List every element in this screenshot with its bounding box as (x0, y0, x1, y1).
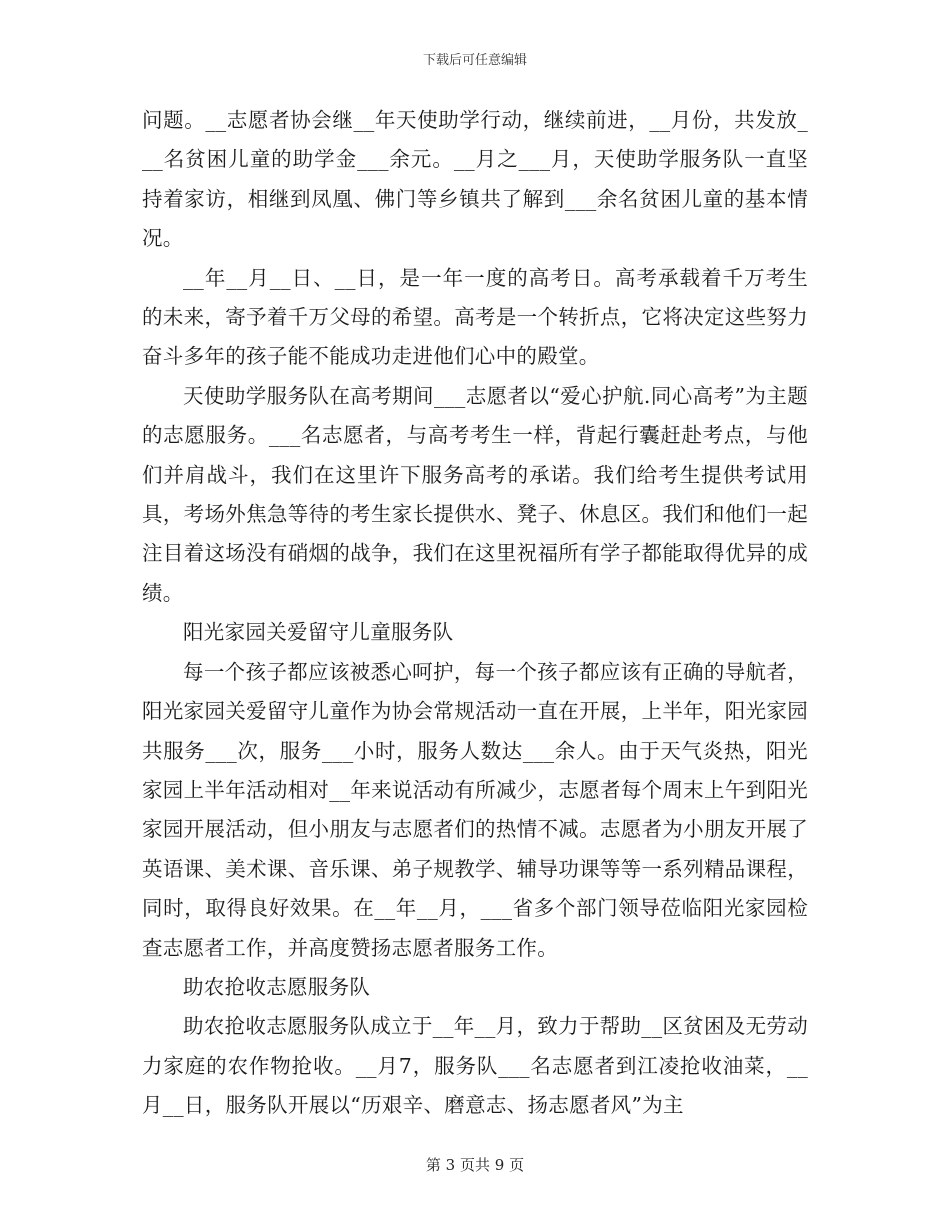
paragraph-harvest-team: 助农抢收志愿服务队成立于__年__月，致力于帮助__区贫困及无劳动力家庭的农作物抢收。__月7，服务队___名志愿者到江凌抢收油菜，__月__日，服务队开展以“历艰辛、磨意志、扬志愿者风”为主 (142, 1014, 808, 1118)
paragraph-angel-aid-continued: 问题。__志愿者协会继__年天使助学行动，继续前进，__月份，共发放___名贫困儿童的助学金___余元。__月之___月，天使助学服务队一直坚持着家访，相继到凤凰、佛门等乡镇共了解到___余名贫困儿童的基本情况。 (142, 108, 808, 251)
paragraph-gaokao-intro: __年__月__日、__日，是一年一度的高考日。高考承载着千万考生的未来，寄予着千万父母的希望。高考是一个转折点，它将决定这些努力奋斗多年的孩子能不能成功走进他们心中的殿堂。 (142, 265, 808, 369)
paragraph-gaokao-service: 天使助学服务队在高考期间___志愿者以“爱心护航.同心高考”为主题的志愿服务。___名志愿者，与高考考生一样，背起行囊赶赴考点，与他们并肩战斗，我们在这里许下服务高考的承诺。我们给考生提供考试用具，考场外焦急等待的考生家长提供水、凳子、休息区。我们和他们一起注目着这场没有硝烟的战争，我们在这里祝福所有学子都能取得优异的成绩。 (142, 383, 808, 605)
section-heading-sunshine-home: 阳光家园关爱留守儿童服务队 (183, 620, 454, 645)
page-header: 下载后可任意编辑 (422, 53, 527, 68)
document-body (142, 101, 808, 1126)
section-heading-harvest-team: 助农抢收志愿服务队 (183, 974, 371, 999)
paragraph-sunshine-home: 每一个孩子都应该被悉心呵护，每一个孩子都应该有正确的导航者，阳光家园关爱留守儿童作为协会常规活动一直在开展，上半年，阳光家园共服务___次，服务___小时，服务人数达___余人。由于天气炎热，阳光家园上半年活动相对__年来说活动有所减少，志愿者每个周末上午到阳光家园开展活动，但小朋友与志愿者们的热情不减。志愿者为小朋友开展了英语课、美术课、音乐课、弟子规教学、辅导功课等等一系列精品课程，同时，取得良好效果。在__年__月，___省多个部门领导莅临阳光家园检查志愿者工作，并高度赞扬志愿者服务工作。 (142, 659, 808, 960)
page-footer: 第 3 页共 9 页 (425, 1156, 525, 1174)
